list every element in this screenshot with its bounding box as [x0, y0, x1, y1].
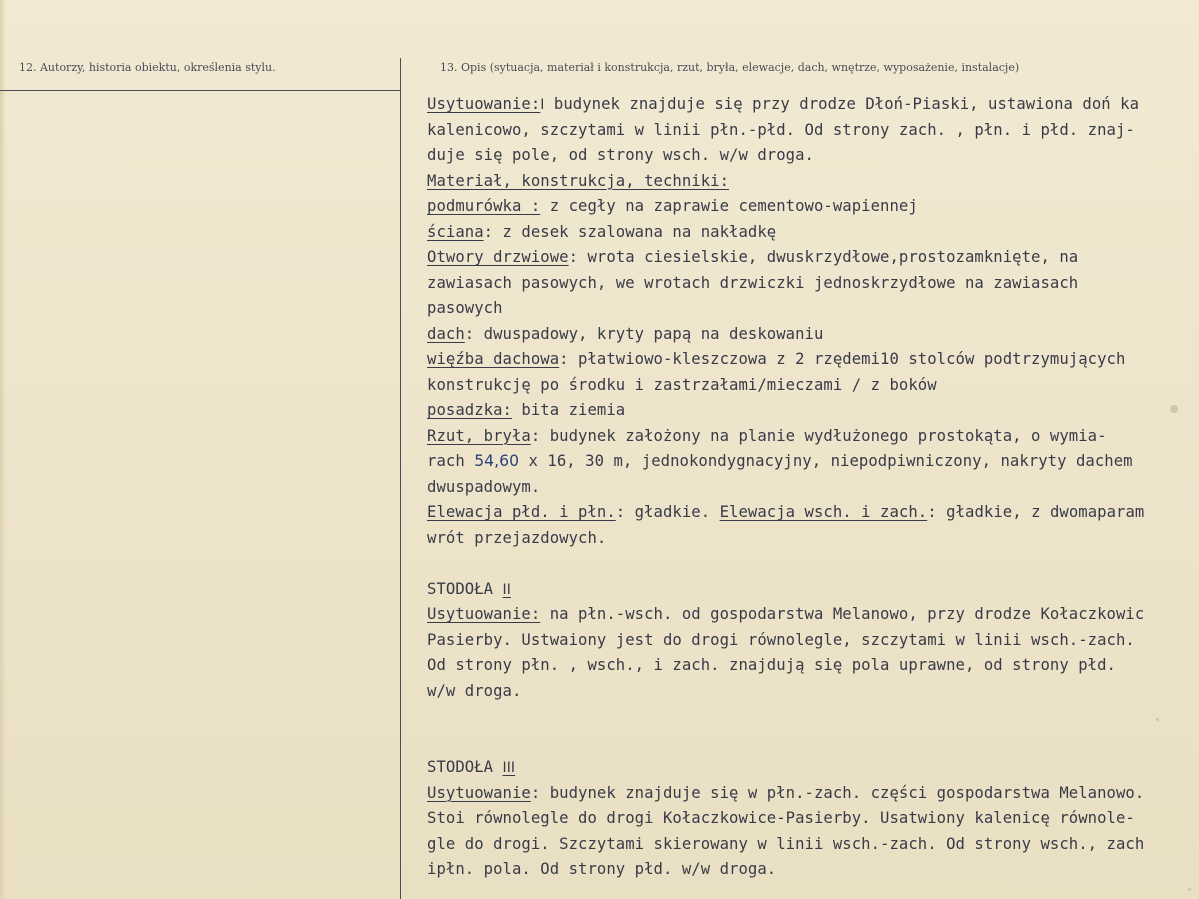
text-line: [427, 169, 1199, 195]
text-line: ipłn. pola. Od strony płd. w/w droga.: [427, 860, 777, 878]
paper-speck: [1188, 888, 1191, 891]
text-line: dach: dwuspadowy, kryty papą na deskowaniu: [427, 324, 824, 343]
page-edge-shadow: [0, 0, 6, 899]
text-line: ściana: z desek szalowana na nakładkę: [427, 222, 777, 241]
handwritten-dimension: 54,60: [474, 452, 520, 470]
text-line: pasowych: [427, 299, 503, 317]
heading-material: Materiał, konstrukcja, techniki:: [427, 171, 730, 190]
field-12-label: 12. Autorzy, historia obiektu, określenia stylu.: [19, 61, 276, 74]
text-line: Elewacja płd. i płn.: gładkie. Elewacja wsch. i zach.: gładkie, z dwomaparam: [427, 503, 1145, 521]
spacer: [427, 551, 1199, 577]
handwritten-numeral: II: [502, 581, 511, 598]
label-usytuowanie: Usytuowanie:: [427, 605, 541, 623]
text-line: w/w droga.: [427, 681, 522, 700]
text-line: Stoi równolegle do drogi Kołaczkowice-Pasierby. Usatwiony kalenicę równole-: [427, 809, 1135, 827]
label-usytuowanie: Usytuowanie:: [427, 95, 541, 113]
handwritten-numeral: III: [502, 760, 516, 776]
label-elewacja-wsch: Elewacja wsch. i zach.: [719, 503, 928, 521]
label-dach: dach: [427, 324, 465, 343]
spacer: [427, 704, 1199, 730]
text-line: Usytuowanie: na płn.-wsch. od gospodarstwa Melanowo, przy drodze Kołaczkowic: [427, 605, 1145, 623]
label-usytuowanie: Usytuowanie: [427, 783, 531, 802]
horizontal-rule: [0, 90, 400, 91]
text-line: gle do drogi. Szczytami skierowany w linii wsch.-zach. Od strony wsch., zach: [427, 834, 1145, 853]
description-text: [427, 92, 1199, 883]
label-elewacja-pld: Elewacja płd. i płn.: [427, 503, 616, 521]
text-line: podmurówka : z cegły na zaprawie cementowo-wapiennej: [427, 197, 918, 215]
handwritten-mark: I: [540, 97, 545, 113]
label-wiezba: więźba dachowa: [427, 350, 560, 368]
text-line: Od strony płn. , wsch., i zach. znajdują się pola uprawne, od strony płd.: [427, 656, 1116, 674]
text-line: wrót przejazdowych.: [427, 528, 607, 547]
label-sciana: ściana: [427, 222, 484, 241]
text-line: Usytuowanie:I budynek znajduje się przy drodze Dłoń-Piaski, ustawiona doń ka: [427, 95, 1140, 113]
label-rzut: Rzut, bryła: [427, 426, 531, 445]
section-title-stodola-2: STODOŁA II: [427, 579, 511, 598]
column-divider: [400, 58, 401, 899]
label-podmurowka: podmurówka :: [427, 197, 541, 215]
text-line: duje się pole, od strony wsch. w/w droga.: [427, 146, 814, 164]
label-posadzka: posadzka:: [427, 401, 512, 419]
text-line: więźba dachowa: płatwiowo-kleszczowa z 2 rzędemi10 stolców podtrzymujących: [427, 350, 1126, 368]
text-line: posadzka: bita ziemia: [427, 401, 626, 419]
text-line: dwuspadowym.: [427, 477, 541, 496]
text-line: Otwory drzwiowe: wrota ciesielskie, dwuskrzydłowe,prostozamknięte, na: [427, 248, 1079, 266]
text-line: Usytuowanie: budynek znajduje się w płn.-zach. części gospodarstwa Melanowo.: [427, 783, 1145, 802]
spacer: [427, 730, 1199, 756]
field-13-label: 13. Opis (sytuacja, materiał i konstrukcja, rzut, bryła, elewacje, dach, wnętrze, wyposażenie, instalacje): [440, 61, 1020, 74]
text-line: konstrukcję po środku i zastrzałami/mieczami / z boków: [427, 375, 937, 394]
section-title-stodola-3: STODOŁA III: [427, 758, 516, 776]
text-line: rach 54,60 x 16, 30 m, jednokondygnacyjny, niepodpiwniczony, nakryty dachem: [427, 452, 1133, 470]
text-line: Rzut, bryła: budynek założony na planie wydłużonego prostokąta, o wymia-: [427, 426, 1107, 445]
text-line: kalenicowo, szczytami w linii płn.-płd. Od strony zach. , płn. i płd. znaj-: [427, 120, 1135, 139]
label-otwory: Otwory drzwiowe: [427, 248, 569, 266]
text-line: zawiasach pasowych, we wrotach drzwiczki jednoskrzydłowe na zawiasach: [427, 273, 1079, 292]
text-line: Pasierby. Ustwaiony jest do drogi równolegle, szczytami w linii wsch.-zach.: [427, 630, 1135, 649]
